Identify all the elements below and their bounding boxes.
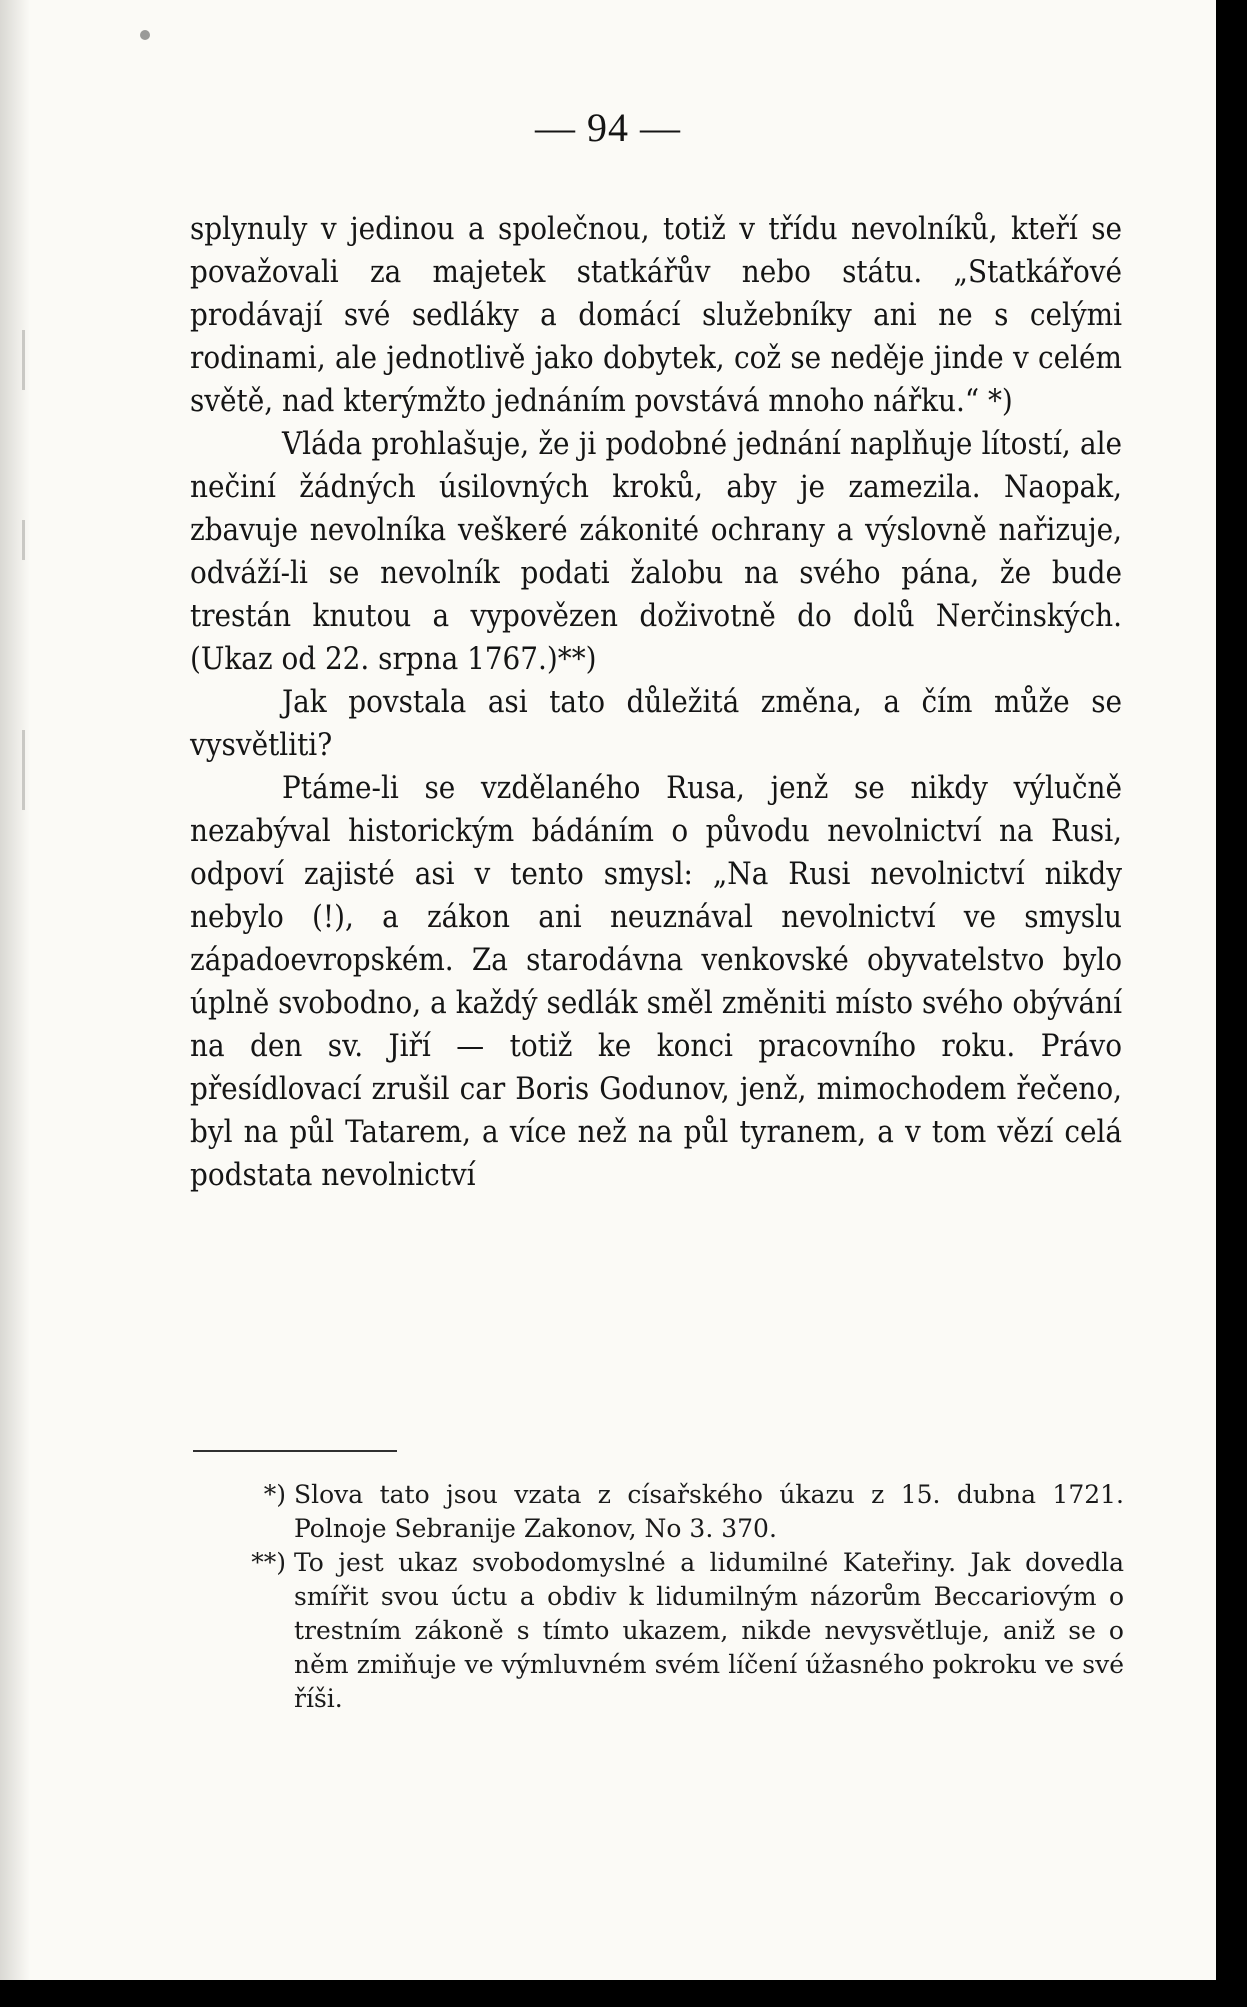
margin-mark [22, 520, 25, 560]
footnote [216, 1478, 1124, 1546]
footnote-mark: *) [263, 1480, 286, 1509]
margin-mark [22, 330, 25, 390]
main-text [190, 208, 1122, 1197]
paragraph: Jak povstala asi tato důležitá změna, a čím může se vysvětliti? [190, 684, 1122, 763]
footnote-rule [193, 1450, 397, 1452]
footnotes [216, 1478, 1124, 1716]
page-edge-shadow [0, 0, 30, 1980]
paragraph: splynuly v jedinou a společnou, totiž v třídu nevolníků, kteří se považovali za majetek statkářův nebo státu. „Statkářové prodávají své sedláky a domácí služebníky ani ne s celými rodinami, ale jednotlivě jako dobytek, což se neděje jinde v celém světě, nad kterýmžto jednáním povstává mnoho nářku.“ *) [190, 211, 1122, 419]
margin-mark [22, 730, 25, 810]
paragraph: Vláda prohlašuje, že ji podobné jednání naplňuje lítostí, ale nečiní žádných úsilovných kroků, aby je zamezila. Naopak, zbavuje nevolníka veškeré zákonité ochrany a výslovně nařizuje, odváží-li se nevolník podati žalobu na svého pána, že bude trestán knutou a vypovězen doživotně do dolů Nerčinských. (Ukaz od 22. srpna 1767.)**) [190, 426, 1122, 677]
page-number: — 94 — [535, 105, 681, 150]
footnote [216, 1546, 1124, 1716]
ink-spot [140, 30, 150, 40]
footnote-text: To jest ukaz svobodomyslné a lidumilné Kateřiny. Jak dovedla smířit svou úctu a obdiv k lidumilným názorům Beccariovým o trestním zákoně s tímto ukazem, nikde nevysvětluje, aniž se o něm zmiňuje ve výmluvném svém líčení úžasného pokroku ve své říši. [294, 1548, 1124, 1713]
footnote-mark: **) [251, 1548, 286, 1577]
paragraph: Ptáme-li se vzdělaného Rusa, jenž se nikdy výlučně nezabýval historickým bádáním o původu nevolnictví na Rusi, odpoví zajisté asi v tento smysl: „Na Rusi nevolnictví nikdy nebylo (!), a zákon ani neuznával nevolnictví ve smyslu západoevropském. Za starodávna venkovské obyvatelstvo bylo úplně svobodno, a každý sedlák směl změniti místo svého obývání na den sv. Jiří — totiž ke konci pracovního roku. Právo přesídlovací zrušil car Boris Godunov, jenž, mimochodem řečeno, byl na půl Tatarem, a více než na půl tyranem, a v tom vězí celá podstata nevolnictví [190, 770, 1122, 1193]
footnote-text: Slova tato jsou vzata z císařského úkazu z 15. dubna 1721. Polnoje Sebranije Zakonov, No 3. 370. [294, 1480, 1124, 1543]
